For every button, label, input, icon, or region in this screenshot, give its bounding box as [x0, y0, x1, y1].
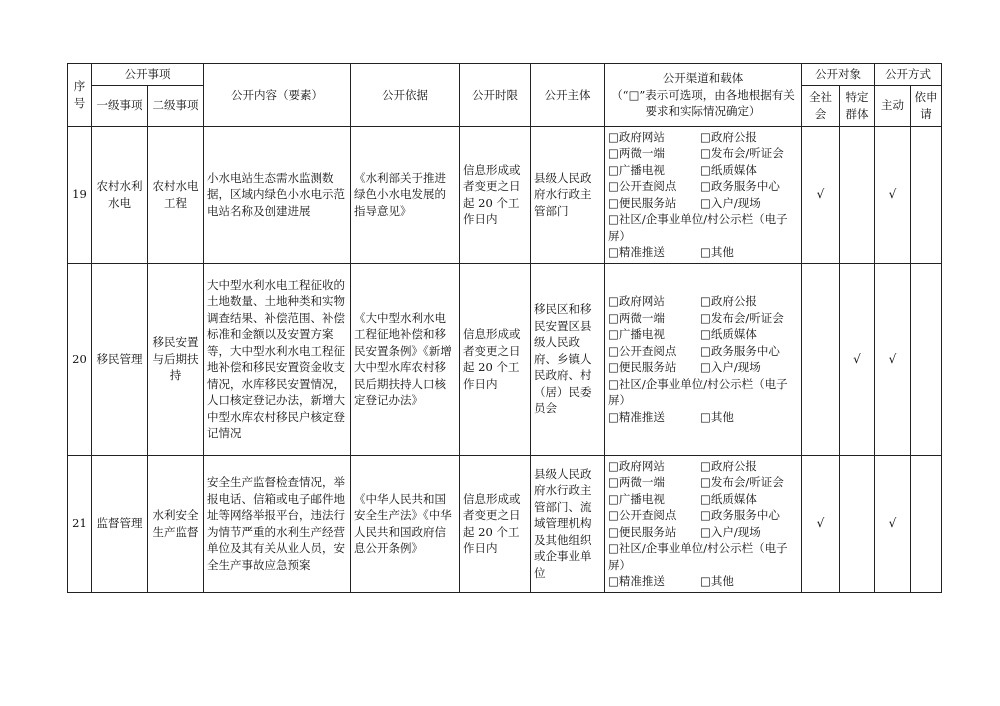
- channel-option: □公开查阅点: [608, 343, 677, 358]
- row-channels: [605, 455, 802, 592]
- channel-option: □广播电视: [608, 491, 665, 506]
- row-seq: 19: [68, 126, 92, 263]
- channel-option: □政府公报: [700, 458, 757, 473]
- method-request-check: [911, 126, 942, 263]
- disclosure-table: [67, 63, 942, 593]
- channel-option: □两微一端: [608, 475, 665, 489]
- channel-option: □其他: [700, 409, 734, 424]
- row-subject: 县级人民政府水行政主管部门、流域管理机构及其他组织或企事业单位: [531, 455, 605, 592]
- channel-option: □社区/企事业单位/村公示栏（电子屏）: [608, 212, 788, 243]
- channel-option: □发布会/听证会: [700, 310, 784, 325]
- channel-option: □其他: [700, 574, 734, 588]
- row-content: 大中型水利水电工程征收的土地数量、土地种类和实物调查结果、补偿范围、补偿标准和金额以及安置方案等，大中型水利水电工程征地补偿和移民安置资金收支情况，水库移民安置情况，人口核定登记办法，新增大中型水库农村移民户核定登记情况: [204, 263, 351, 455]
- header-seq: 序号: [68, 64, 92, 127]
- row-time-limit: 信息形成或者变更之日起 20 个工作日内: [460, 455, 531, 592]
- header-target-specific: 特定群体: [840, 85, 875, 126]
- header-method-request: 依申请: [911, 85, 942, 126]
- header-content: 公开内容（要素）: [204, 64, 351, 127]
- channel-option: □政府公报: [700, 294, 757, 308]
- row-basis: 《中华人民共和国安全生产法》《中华人民共和国政府信息公开条例》: [351, 455, 460, 592]
- channel-option: □政府公报: [700, 129, 757, 144]
- row-level1: 农村水利水电: [92, 126, 148, 263]
- channel-option: □发布会/听证会: [700, 146, 784, 160]
- channel-option: □广播电视: [608, 327, 665, 341]
- channel-option: □精准推送: [608, 409, 665, 424]
- table-row: [68, 263, 942, 455]
- header-target-all: 全社会: [802, 85, 840, 126]
- target-all-check: √: [802, 455, 840, 592]
- header-level1: 一级事项: [92, 85, 148, 126]
- channel-option: □政府网站: [608, 129, 665, 144]
- header-subject: 公开主体: [531, 64, 605, 127]
- target-specific-check: √: [840, 263, 875, 455]
- row-channels: [605, 263, 802, 455]
- table-row: [68, 126, 942, 263]
- target-all-check: √: [802, 126, 840, 263]
- target-all-check: [802, 263, 840, 455]
- channel-option: □政府网站: [608, 458, 665, 473]
- method-request-check: [911, 263, 942, 455]
- channel-option: □精准推送: [608, 574, 665, 588]
- target-specific-check: [840, 455, 875, 592]
- row-time-limit: 信息形成或者变更之日起 20 个工作日内: [460, 263, 531, 455]
- row-content: 小水电站生态需水监测数据，区域内绿色小水电示范电站名称及创建进展: [204, 126, 351, 263]
- row-level2: 水利安全生产监督: [148, 455, 204, 592]
- channel-option: □公开查阅点: [608, 179, 677, 193]
- channel-option: □便民服务站: [608, 195, 677, 210]
- channel-option: □两微一端: [608, 146, 665, 160]
- channel-option: □纸质媒体: [700, 491, 757, 506]
- row-level1: 监督管理: [92, 455, 148, 592]
- channel-option: □其他: [700, 245, 734, 259]
- header-target: 公开对象: [802, 64, 875, 86]
- row-channels: [605, 126, 802, 263]
- channel-option: □广播电视: [608, 162, 665, 177]
- channel-option: □公开查阅点: [608, 508, 677, 522]
- channel-option: □纸质媒体: [700, 327, 757, 341]
- target-specific-check: [840, 126, 875, 263]
- channel-option: □精准推送: [608, 245, 665, 259]
- channel-option: □政务服务中心: [700, 508, 780, 522]
- header-level2: 二级事项: [148, 85, 204, 126]
- header-method-active: 主动: [875, 85, 911, 126]
- row-basis: 《大中型水利水电工程征地补偿和移民安置条例》《新增大中型水库农村移民后期扶持人口核定登记办法》: [351, 263, 460, 455]
- row-subject: 移民区和移民安置区县级人民政府、乡镇人民政府、村（居）民委员会: [531, 263, 605, 455]
- channel-option: □入户/现场: [700, 524, 761, 539]
- channel-option: □两微一端: [608, 310, 665, 325]
- header-matters: 公开事项: [92, 64, 204, 86]
- channel-option: □社区/企事业单位/村公示栏（电子屏）: [608, 376, 788, 407]
- header-row-1: [68, 64, 942, 86]
- row-level1: 移民管理: [92, 263, 148, 455]
- channel-option: □政务服务中心: [700, 179, 780, 193]
- channel-option: □政府网站: [608, 294, 665, 308]
- row-content: 安全生产监督检查情况，举报电话、信箱或电子邮件地址等网络举报平台，违法行为情节严重的水利生产经营单位及其有关从业人员，安全生产事故应急预案: [204, 455, 351, 592]
- header-channels: [605, 64, 802, 127]
- method-active-check: √: [875, 263, 911, 455]
- method-request-check: [911, 455, 942, 592]
- channel-option: □入户/现场: [700, 195, 761, 210]
- row-time-limit: 信息形成或者变更之日起 20 个工作日内: [460, 126, 531, 263]
- method-active-check: √: [875, 126, 911, 263]
- table-row: [68, 455, 942, 592]
- row-basis: 《水利部关于推进绿色小水电发展的指导意见》: [351, 126, 460, 263]
- header-channels-note: （“□”表示可选项，由各地根据有关要求和实际情况确定）: [611, 87, 795, 118]
- method-active-check: √: [875, 455, 911, 592]
- row-seq: 21: [68, 455, 92, 592]
- channel-option: □纸质媒体: [700, 162, 757, 177]
- row-level2: 农村水电工程: [148, 126, 204, 263]
- row-level2: 移民安置与后期扶持: [148, 263, 204, 455]
- channel-option: □发布会/听证会: [700, 475, 784, 489]
- header-channels-title: 公开渠道和载体: [662, 71, 744, 85]
- row-seq: 20: [68, 263, 92, 455]
- header-time-limit: 公开时限: [460, 64, 531, 127]
- header-basis: 公开依据: [351, 64, 460, 127]
- channel-option: □便民服务站: [608, 524, 677, 539]
- channel-option: □入户/现场: [700, 360, 761, 374]
- header-method: 公开方式: [875, 64, 942, 86]
- channel-option: □政务服务中心: [700, 343, 780, 358]
- channel-option: □社区/企事业单位/村公示栏（电子屏）: [608, 541, 788, 572]
- channel-option: □便民服务站: [608, 360, 677, 374]
- row-subject: 县级人民政府水行政主管部门: [531, 126, 605, 263]
